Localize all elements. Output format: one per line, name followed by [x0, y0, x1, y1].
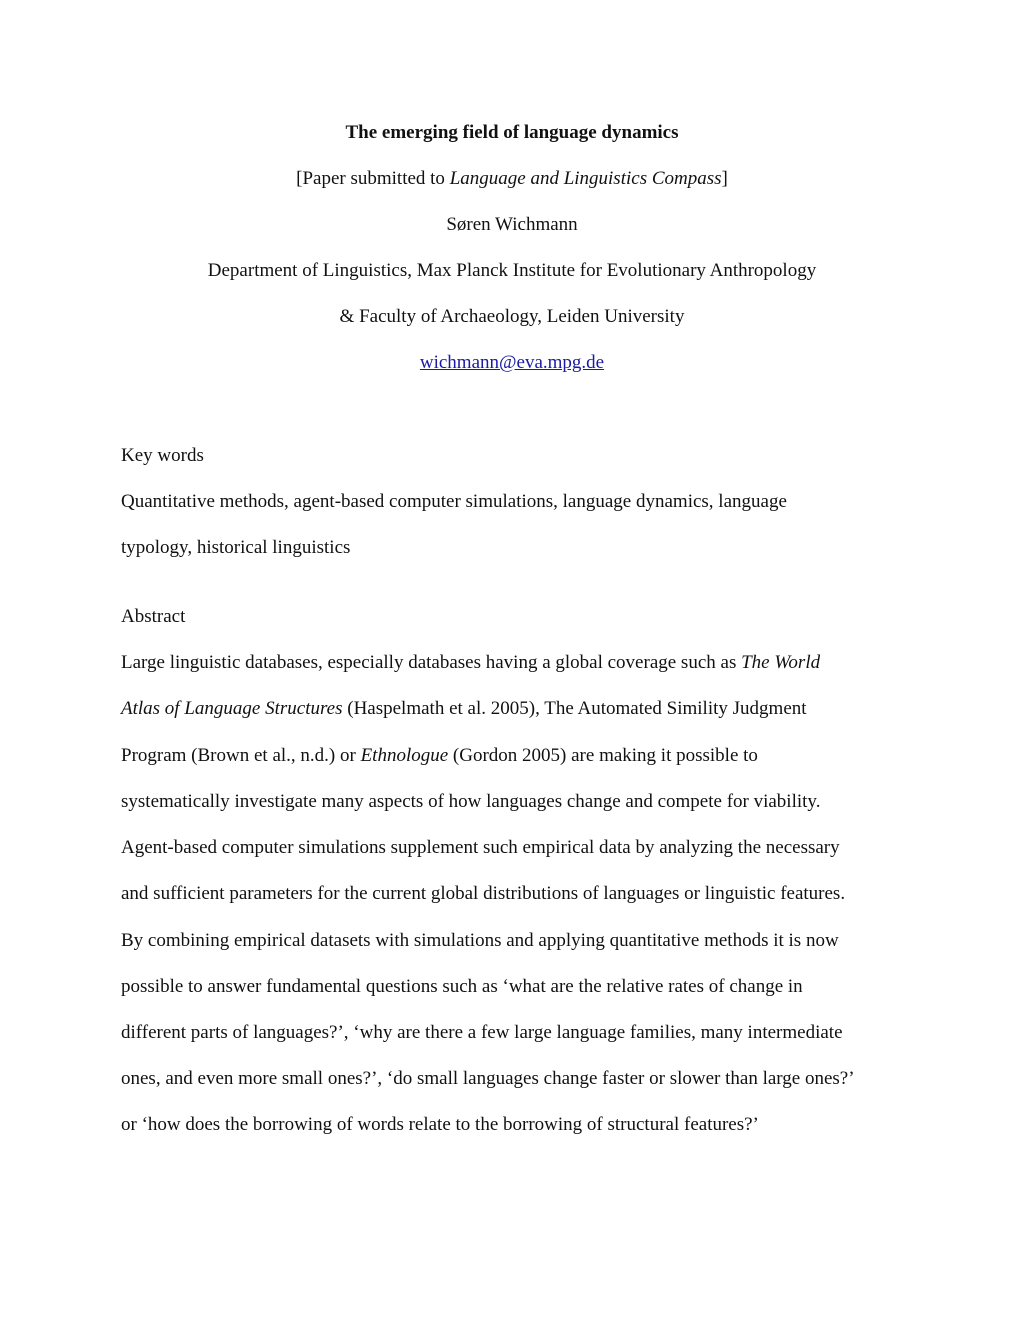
affiliation-primary: Department of Linguistics, Max Planck Institute for Evolutionary Anthropology: [207, 260, 817, 281]
ethnologue-title: Ethnologue: [360, 745, 449, 766]
abstract-line-9: different parts of languages?’, ‘why are there a few large language families, many intermediate: [121, 1022, 843, 1043]
abstract-line-4: systematically investigate many aspects of how languages change and compete for viability.: [121, 791, 821, 812]
wals-title-part-1: The World: [741, 652, 821, 673]
abstract-line-3-text-a: Program (Brown et al., n.d.) or: [121, 745, 361, 766]
abstract-line-6: and sufficient parameters for the current global distributions of languages or linguistic features.: [121, 883, 846, 904]
submission-suffix: ]: [721, 168, 728, 189]
affiliation-secondary: & Faculty of Archaeology, Leiden University: [339, 306, 685, 327]
keywords-line-1: Quantitative methods, agent-based computer simulations, language dynamics, language: [121, 491, 787, 512]
submission-note: [0, 167, 1024, 191]
author-name: Søren Wichmann: [446, 214, 578, 235]
journal-name: Language and Linguistics Compass: [449, 168, 722, 189]
abstract-line-3-text-c: (Gordon 2005) are making it possible to: [448, 745, 758, 766]
keywords-line-2: typology, historical linguistics: [121, 537, 351, 558]
email-line: [0, 351, 1024, 375]
abstract-heading: Abstract: [121, 606, 186, 627]
wals-title-part-2: Atlas of Language Structures: [121, 698, 343, 719]
paper-title: The emerging field of language dynamics: [345, 122, 679, 143]
keywords-heading: Key words: [121, 445, 204, 466]
abstract-line-8: possible to answer fundamental questions such as ‘what are the relative rates of change in: [121, 976, 803, 997]
abstract-line-10: ones, and even more small ones?’, ‘do small languages change faster or slower than large ones?’: [121, 1068, 855, 1089]
abstract-line-1-text: Large linguistic databases, especially databases having a global coverage such as: [121, 652, 742, 673]
abstract-line-3: [121, 744, 758, 768]
email-link[interactable]: wichmann@eva.mpg.de: [419, 352, 605, 373]
submission-prefix: [Paper submitted to: [296, 168, 450, 189]
abstract-line-11: or ‘how does the borrowing of words relate to the borrowing of structural features?’: [121, 1114, 759, 1135]
abstract-line-7: By combining empirical datasets with simulations and applying quantitative methods it is now: [121, 930, 839, 951]
abstract-line-1: [121, 651, 820, 675]
abstract-line-2: [121, 697, 807, 721]
abstract-line-5: Agent-based computer simulations supplement such empirical data by analyzing the necessary: [121, 837, 840, 858]
abstract-line-2-text: (Haspelmath et al. 2005), The Automated Simility Judgment: [342, 698, 807, 719]
